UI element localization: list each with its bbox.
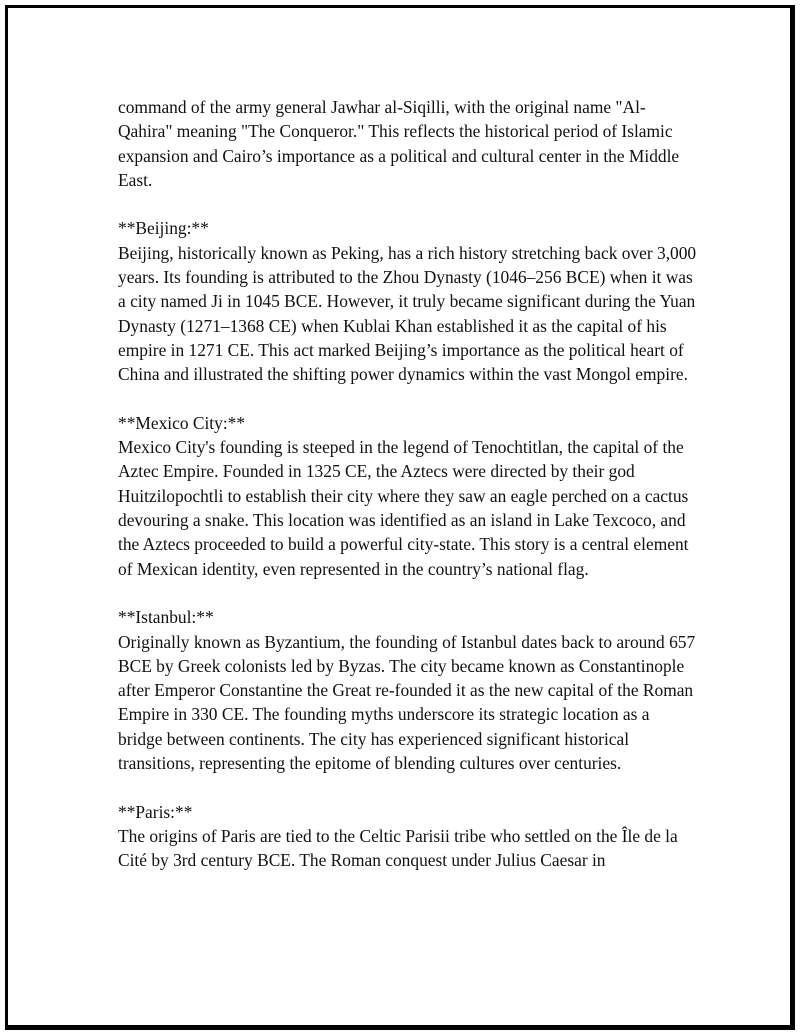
section-heading-mexico-city: **Mexico City:** <box>118 412 246 433</box>
section-body-paris: The origins of Paris are tied to the Celtic Parisii tribe who settled on the Île de la Cité by 3rd century BCE. The Roman conquest under Julius Caesar in <box>118 825 678 871</box>
document-text <box>118 95 698 897</box>
section-heading-beijing: **Beijing:** <box>118 218 209 239</box>
intro-paragraph: command of the army general Jawhar al-Siqilli, with the original name "Al-Qahira" meaning "The Conqueror." This reflects the historical period of Islamic expansion and Cairo’s importance as a political and cultural center in the Middle East. <box>118 97 680 190</box>
document-page <box>5 5 795 1030</box>
section-body-istanbul: Originally known as Byzantium, the founding of Istanbul dates back to around 657 BCE by Greek colonists led by Byzas. The city became known as Constantinople after Emperor Constantine the Great re-founded it as the new capital of the Roman Empire in 330 CE. The founding myths underscore its strategic location as a bridge between continents. The city has experienced significant historical transitions, representing the epitome of blending cultures over centuries. <box>118 631 696 774</box>
section-body-beijing: Beijing, historically known as Peking, has a rich history stretching back over 3,000 years. Its founding is attributed to the Zhou Dynasty (1046–256 BCE) when it was a city named Ji in 1045 BCE. However, it truly became significant during the Yuan Dynasty (1271–1368 CE) when Kublai Khan established it as the capital of his empire in 1271 CE. This act marked Beijing’s importance as the political heart of China and illustrated the shifting power dynamics within the vast Mongol empire. <box>118 242 697 385</box>
section-heading-paris: **Paris:** <box>118 801 193 822</box>
section-body-mexico-city: Mexico City's founding is steeped in the legend of Tenochtitlan, the capital of the Aztec Empire. Founded in 1325 CE, the Aztecs were directed by their god Huitzilopochtli to establish their city where they saw an eagle perched on a cactus devouring a snake. This location was identified as an island in Lake Texcoco, and the Aztecs proceeded to build a powerful city-state. This story is a central element of Mexican identity, even represented in the country’s national flag. <box>118 437 689 579</box>
section-heading-istanbul: **Istanbul:** <box>118 607 214 628</box>
